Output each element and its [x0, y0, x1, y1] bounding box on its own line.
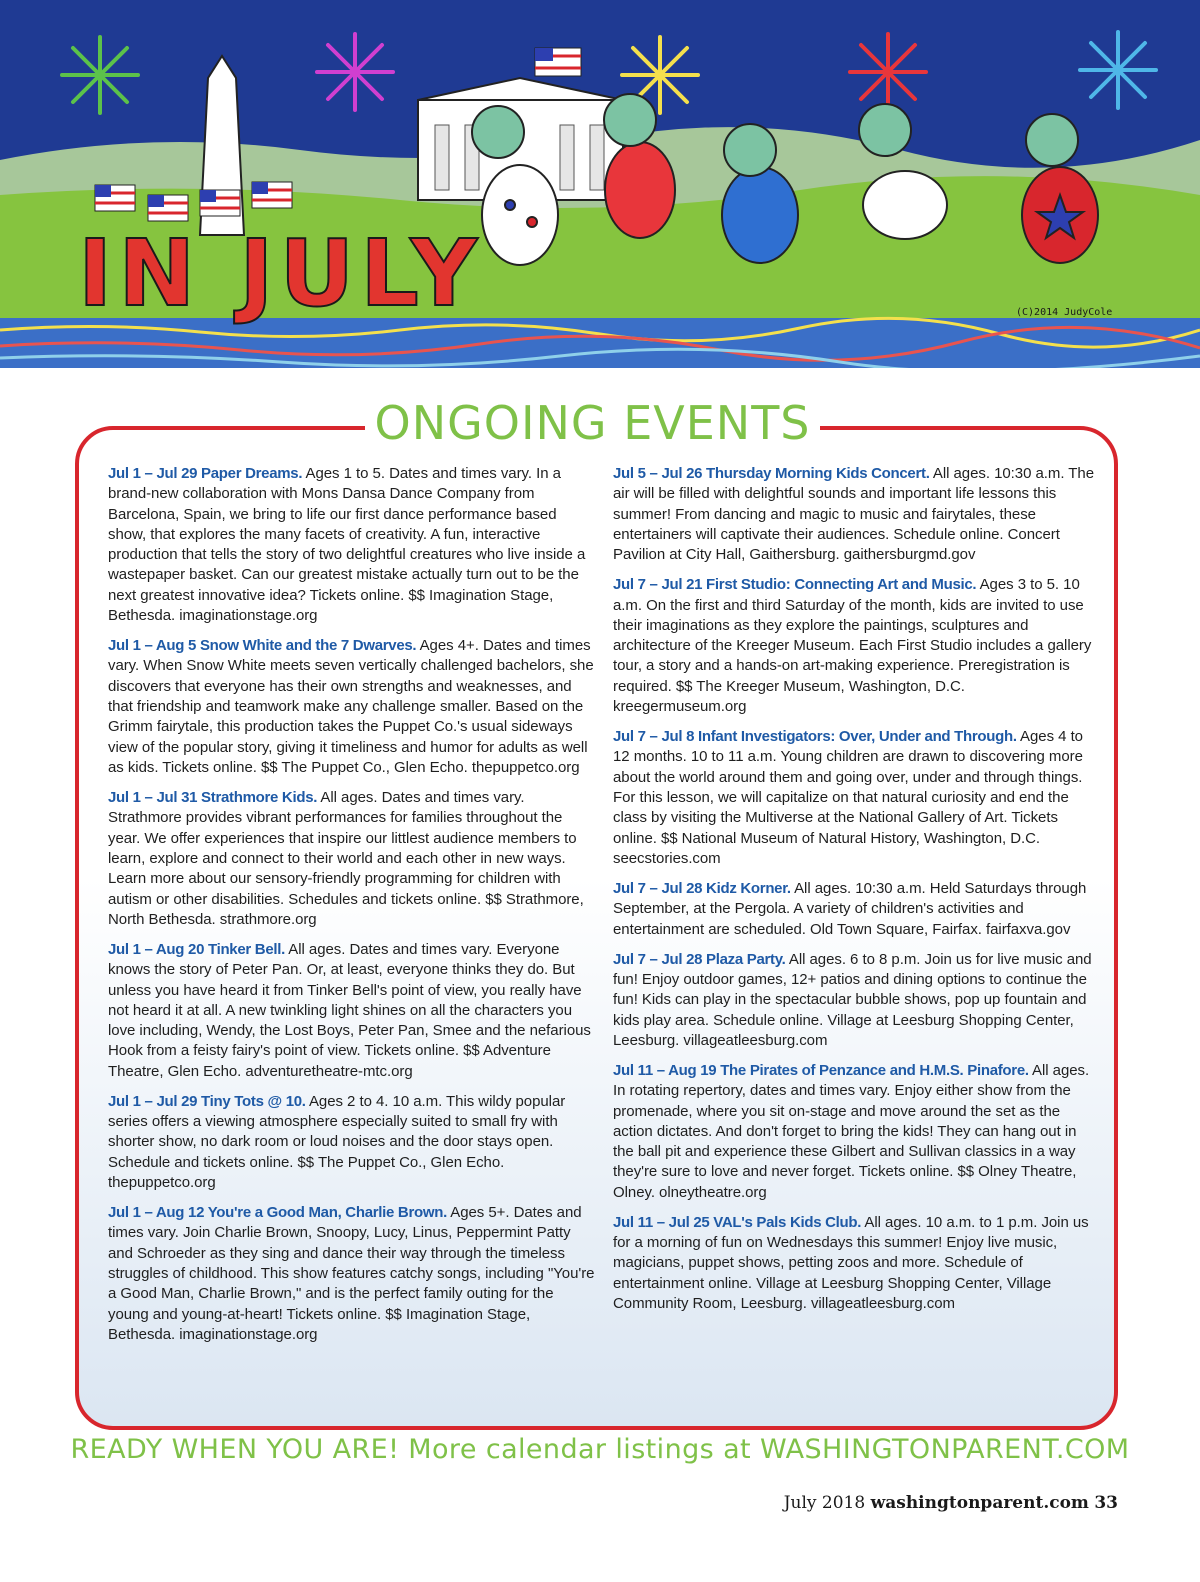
event-item: [613, 575, 1095, 717]
event-title: Jul 1 – Jul 31 Strathmore Kids.: [108, 789, 318, 807]
event-title: Jul 1 – Jul 29 Paper Dreams.: [108, 465, 303, 482]
event-item: [108, 788, 596, 930]
site-name: washingtonparent.com: [870, 1493, 1089, 1513]
section-heading: ONGOING EVENTS: [365, 392, 820, 454]
event-description: All ages. In rotating repertory, dates and times vary. Enjoy either show from the promenade, where you sit on-stage and move around the set as the action dictates. And don't forget to bring the kids! They can hang out in the ball pit and experience these Gilbert and Sullivan classics in a way they're sure to love and never forget. Tickets online. $$ Olney Theatre, Olney. olneytheatre.org: [613, 1062, 1090, 1201]
event-title: Jul 11 – Aug 19 The Pirates of Penzance and H.M.S. Pinafore.: [613, 1062, 1029, 1079]
issue-date: July 2018: [783, 1493, 866, 1513]
event-title: Jul 1 – Aug 5 Snow White and the 7 Dwarves.: [108, 637, 417, 655]
event-item: [613, 950, 1095, 1051]
event-title: Jul 11 – Jul 25 VAL's Pals Kids Club.: [613, 1213, 862, 1231]
event-item: [108, 1203, 596, 1345]
event-item: [613, 727, 1095, 869]
event-item: [613, 879, 1095, 940]
banner-copyright: (C)2014 JudyCole: [1016, 307, 1113, 318]
event-item: [108, 636, 596, 778]
page-footer: [784, 1493, 1118, 1513]
event-item: [108, 1092, 596, 1193]
event-description: Ages 3 to 5. 10 a.m. On the first and third Saturday of the month, kids are invited to use their imaginations as they explore the paintings, sculptures and architecture of the Kreeger Museum. Each First Studio includes a gallery tour, a story and a hands-on art-making experience. Preregistration is required. $$ The Kreeger Museum, Washington, D.C. kreegermuseum.org: [613, 576, 1092, 716]
banner-title: IN JULY: [78, 220, 484, 327]
calendar-promo-text: READY WHEN YOU ARE! More calendar listings at WASHINGTONPARENT.COM: [70, 1434, 1130, 1465]
event-description: Ages 4+. Dates and times vary. When Snow White meets seven vertically challenged bachelors, she discovers that everyone has their own strengths and weaknesses, and that friendship and teamwork make any challenge smaller. Based on the Grimm fairytale, this production takes the Puppet Co.'s usual sideways view of the popular story, giving it timeliness and humor for adults as well as kids. Tickets online. $$ The Puppet Co., Glen Echo. thepuppetco.org: [108, 637, 594, 776]
event-description: Ages 4 to 12 months. 10 to 11 a.m. Young children are drawn to discovering more about the world around them and going over, under and through things. For this lesson, we will capitalize on that natural curiosity and end the class by visiting the Multiverse at the National Gallery of Art. Tickets online. $$ National Museum of Natural History, Washington, D.C. seecstories.com: [613, 728, 1083, 867]
event-description: All ages. 6 to 8 p.m. Join us for live music and fun! Enjoy outdoor games, 12+ patios and dining options to continue the fun! Kids can play in the spectacular bubble shows, pop up fountain and kids play area. Schedule online. Village at Leesburg Shopping Center, Leesburg. villageatleesburg.com: [613, 950, 1092, 1049]
event-item: [613, 464, 1095, 565]
event-item: [613, 1061, 1095, 1203]
event-title: Jul 1 – Jul 29 Tiny Tots @ 10.: [108, 1092, 306, 1110]
event-title: Jul 1 – Aug 12 You're a Good Man, Charlie Brown.: [108, 1204, 447, 1222]
page-number: 33: [1094, 1493, 1118, 1513]
event-item: [108, 940, 596, 1082]
event-description: All ages. 10 a.m. to 1 p.m. Join us for a morning of fun on Wednesdays this summer! Enjoy live music, magicians, puppet shows, petting zoos and more. Schedule of entertainment online. Village at Leesburg Shopping Center, Village Community Room, Leesburg. villageatleesburg.com: [613, 1213, 1089, 1313]
events-column-left: [108, 464, 596, 1355]
event-description: Ages 1 to 5. Dates and times vary. In a brand-new collaboration with Mons Dansa Dance Company from Barcelona, Spain, we bring to life our first dance performance based show, that explores the many facets of creativity. A fun, interactive production that tells the story of two delightful creatures who live inside a wastepaper basket. Can our greatest mistake actually turn out to be the next greatest innovative idea? Tickets online. $$ Imagination Stage, Bethesda. imaginationstage.org: [108, 465, 586, 625]
events-column-right: [613, 464, 1095, 1324]
event-description: All ages. 10:30 a.m. Held Saturdays through September, at the Pergola. A variety of children's activities and entertainment are scheduled. Old Town Square, Fairfax. fairfaxva.gov: [613, 880, 1087, 938]
event-title: Jul 7 – Jul 21 First Studio: Connecting Art and Music.: [613, 576, 977, 594]
event-item: [613, 1213, 1095, 1314]
event-description: All ages. Dates and times vary. Everyone knows the story of Peter Pan. Or, at least, everyone thinks they do. But unless you have heard it from Tinker Bell's point of view, you really have not heard it at all. A new twinkling light shines on all the characters you love including, Wendy, the Lost Boys, Peter Pan, Smee and the nefarious Hook from a feisty fairy's point of view. Tickets online. $$ Adventure Theatre, Glen Echo. adventuretheatre-mtc.org: [108, 940, 591, 1080]
event-description: All ages. 10:30 a.m. The air will be filled with delightful sounds and important life lessons this summer! From dancing and magic to music and fairytales, these entertainers will captivate their audiences. Schedule online. Concert Pavilion at City Hall, Gaithersburg. gaithersburgmd.gov: [613, 465, 1094, 564]
event-title: Jul 7 – Jul 28 Plaza Party.: [613, 950, 786, 968]
event-description: All ages. Dates and times vary. Strathmore provides vibrant performances for families throughout the year. We offer experiences that inspire our littlest audience members to learn, explore and connect to their world and each other in new ways. Learn more about our sensory-friendly programming for children with autism or other disabilities. Schedules and tickets online. $$ Strathmore, North Bethesda. strathmore.org: [108, 789, 584, 928]
event-description: Ages 2 to 4. 10 a.m. This wildy popular series offers a viewing atmosphere especially suited to small fry with shorter show, no dark room or loud noises and the door stays open. Schedule and tickets online. $$ The Puppet Co., Glen Echo. thepuppetco.org: [108, 1092, 566, 1191]
event-title: Jul 1 – Aug 20 Tinker Bell.: [108, 940, 285, 958]
banner-illustration: [0, 0, 1200, 368]
event-title: Jul 7 – Jul 28 Kidz Korner.: [613, 880, 791, 898]
event-title: Jul 7 – Jul 8 Infant Investigators: Over, Under and Through.: [613, 728, 1017, 746]
event-item: [108, 464, 596, 626]
event-description: Ages 5+. Dates and times vary. Join Charlie Brown, Snoopy, Lucy, Linus, Peppermint Patty and Schroeder as they sing and dance their way through the timeless struggles of childhood. This show features catchy songs, including "You're a Good Man, Charlie Brown," and is the perfect family outing for the young and young-at-heart! Tickets online. $$ Imagination Stage, Bethesda. imaginationstage.org: [108, 1204, 595, 1343]
event-title: Jul 5 – Jul 26 Thursday Morning Kids Concert.: [613, 465, 930, 482]
